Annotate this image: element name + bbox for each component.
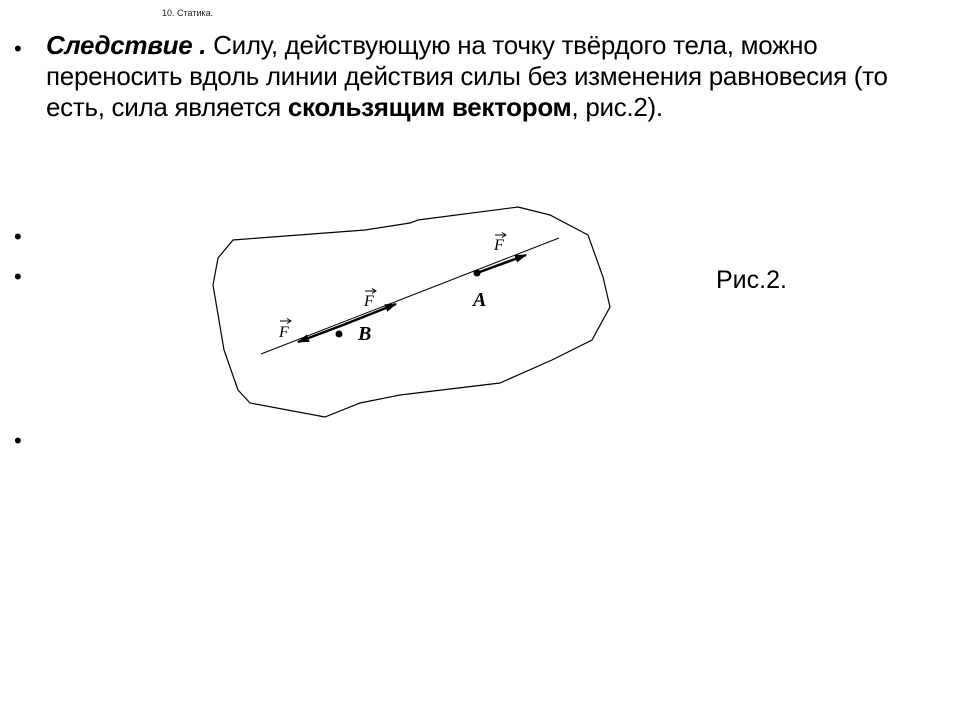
figure-caption: Рис.2. bbox=[716, 266, 787, 294]
bullet-3: • bbox=[14, 264, 22, 289]
force-vector-at-a bbox=[477, 255, 526, 273]
point-a-label: A bbox=[473, 289, 487, 311]
point-b-dot bbox=[336, 331, 343, 338]
force-label-a bbox=[493, 233, 506, 255]
force-label-b-forward-text: F bbox=[364, 293, 374, 310]
slide-header: 10. Статика. bbox=[162, 8, 214, 18]
bullet-1: • bbox=[14, 36, 22, 61]
sliding-vector-term: скользящим вектором bbox=[287, 92, 572, 122]
force-label-a-text: F bbox=[494, 237, 504, 254]
rigid-body-figure bbox=[200, 195, 620, 425]
corollary-text-2: , рис.2). bbox=[571, 92, 663, 122]
corollary-lead: Следствие . bbox=[46, 30, 207, 60]
rigid-body-outline bbox=[213, 207, 610, 417]
point-b-label: B bbox=[358, 323, 372, 345]
bullet-2: • bbox=[14, 224, 22, 249]
bullet-4: • bbox=[14, 428, 22, 453]
line-of-action bbox=[261, 238, 559, 354]
force-label-b-forward bbox=[363, 289, 376, 311]
force-label-b-opposite-text: F bbox=[279, 324, 289, 341]
corollary-text-1: Силу, действующую на точку твёрдого тела, можно переносить вдоль линии действия силы без изменения равновесия (то есть, сила является bbox=[46, 30, 888, 122]
point-a-dot bbox=[474, 270, 481, 277]
force-label-b-opposite bbox=[278, 319, 291, 342]
corollary-paragraph bbox=[46, 30, 951, 123]
